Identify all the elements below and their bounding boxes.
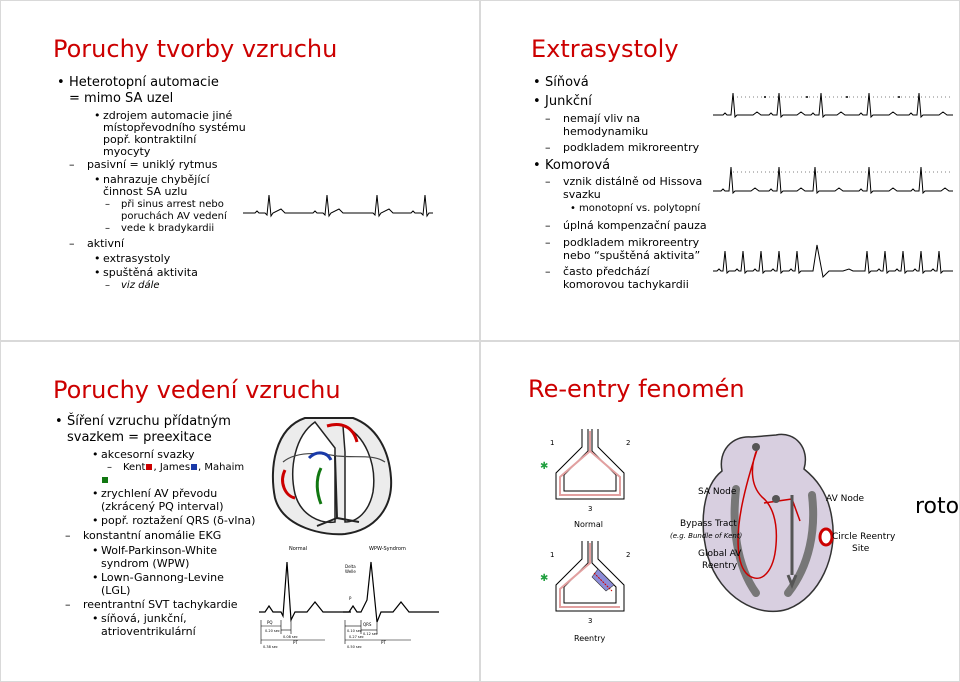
bullet-sireni-2: svazkem = preexitace <box>67 430 212 445</box>
normal-num-2: 2 <box>626 439 631 447</box>
ecg-wpw-pt: PT <box>381 640 386 645</box>
ecg-wpw-v9: 0.50 sec <box>347 645 362 649</box>
dash-mikroreentry: – podkladem mikroreentry <box>563 141 699 154</box>
dash-podkladem-2: nebo “spuštěná aktivita” <box>563 249 701 262</box>
label-circle-reentry: Circle Reentry <box>832 532 896 542</box>
bullet-heterotopni: • Heterotopní automacie <box>69 75 219 90</box>
normal-star-icon: ✱ <box>540 461 549 472</box>
slide-extrasystoly <box>480 0 960 341</box>
heart-accessory-pathways-diagram <box>265 408 397 538</box>
ecg-escape-rhythm <box>243 191 433 221</box>
reentry-label: Reentry <box>574 634 606 643</box>
label-global-av-2: Reentry <box>702 561 738 571</box>
ecg-wpw-v4: 0.27 sec <box>349 635 364 639</box>
ecg-normal-v5: 0.38 sec <box>263 645 278 649</box>
bullet-komorova: • Komorová <box>545 158 610 173</box>
sub-lgl: • Lown-Gannong-Levine <box>101 571 224 584</box>
james-marker <box>191 464 197 470</box>
reentry-num-1: 1 <box>550 551 555 559</box>
dash-konstantni: – konstantní anomálie EKG <box>83 529 221 542</box>
label-global-av: Global AV <box>698 549 742 559</box>
reentry-star-icon: ✱ <box>540 573 549 584</box>
sub-sinova-junkcni-2: atrioventrikulární <box>101 625 196 638</box>
sa-node-dot <box>752 443 760 451</box>
bullet-sireni: • Šíření vzruchu přídatným <box>67 414 231 429</box>
reentry-normal-diagram <box>542 429 638 529</box>
ecg-wpw-v6: 0.12 sec <box>363 632 378 636</box>
dash-nemaji-vliv: – nemají vliv na <box>563 112 640 125</box>
slide-title: Re-entry fenomén <box>528 375 745 403</box>
label-bypass: Bypass Tract <box>680 519 737 529</box>
bullet-sinova: • Síňová <box>545 75 589 90</box>
reentry-circuit-diagram <box>542 541 638 643</box>
sub-nahrazuje: • nahrazuje chybějící <box>103 173 210 186</box>
slide-poruchy-vedeni <box>0 341 480 682</box>
av-node-dot <box>772 495 780 503</box>
dash-aktivni: – aktivní <box>87 237 124 250</box>
ecg-normal-pt: PT <box>293 640 298 645</box>
bullet-junkcni: • Junkční <box>545 94 592 109</box>
dash-vznik-2: svazku <box>563 188 601 201</box>
sub-spustena: • spuštěná aktivita <box>103 266 198 279</box>
mahaim-label: , Mahaim <box>198 462 245 473</box>
normal-label: Normal <box>574 520 603 529</box>
sub-akcesorni: • akcesorní svazky <box>101 448 194 461</box>
ecg-wpw-qrs: QRS <box>363 622 372 627</box>
sub-monotopni: • monotopní vs. polytopní <box>579 203 700 215</box>
sub-svazky-list <box>123 462 244 474</box>
overflow-text: roto <box>915 494 960 519</box>
sub-wpw: • Wolf-Parkinson-White <box>101 544 217 557</box>
ecg-normal-pq: PQ <box>267 620 273 625</box>
ecg-atrial-extrasystole <box>713 89 953 125</box>
mahaim-marker <box>102 477 108 483</box>
sub-sinova-junkcni: • síňová, junkční, <box>101 612 187 625</box>
dash-vznik: – vznik distálně od Hissova <box>563 175 702 188</box>
ecg-ventricular-extrasystole <box>713 243 953 281</box>
label-sa-node: SA Node <box>698 487 737 497</box>
sub-sinus-arrest-2: poruchách AV vedení <box>121 211 227 222</box>
ecg-wpw-p: P <box>349 596 352 601</box>
slide-title: Extrasystoly <box>531 35 679 63</box>
ecg-wpw <box>343 542 439 650</box>
dash-predchazi: – často předchází <box>563 265 650 278</box>
sub-zdrojem-3: popř. kontraktilní <box>103 133 197 146</box>
dash-kompenzacni: – úplná kompenzační pauza <box>563 219 707 232</box>
ecg-welle-label: Welle <box>345 569 356 574</box>
sub-sinus-arrest: – při sinus arrest nebo <box>121 199 224 211</box>
ecg-normal-v2: 0.08 sec <box>283 635 298 639</box>
slide-title: Poruchy vedení vzruchu <box>53 376 341 404</box>
ecg-normal-label: Normal <box>289 546 308 552</box>
circle-reentry-marker <box>820 529 832 545</box>
dash-reentrantni: – reentrantní SVT tachykardie <box>83 598 238 611</box>
sub-bradykardie: – vede k bradykardii <box>121 223 214 235</box>
sub-roztazeni: • popř. roztažení QRS (δ-vlna) <box>101 514 255 527</box>
kent-marker <box>146 464 152 470</box>
ecg-delta-label: Delta <box>345 564 356 569</box>
sub-extrasystoly: • extrasystoly <box>103 252 170 265</box>
sub-lgl-2: (LGL) <box>101 584 131 597</box>
bullet-heterotopni-cont: = mimo SA uzel <box>69 91 174 106</box>
normal-num-1: 1 <box>550 439 555 447</box>
ecg-junctional-extrasystole <box>713 163 953 201</box>
ecg-normal <box>259 542 351 650</box>
ecg-wpw-label: WPW-Syndrom <box>369 546 406 552</box>
james-label: , James <box>153 462 191 473</box>
label-av-node: AV Node <box>826 494 865 504</box>
reentry-num-2: 2 <box>626 551 631 559</box>
dash-podkladem: – podkladem mikroreentry <box>563 236 699 249</box>
ecg-wpw-v3: 0.10 sec <box>347 629 362 633</box>
sub-viz-dale: – viz dále <box>121 280 160 292</box>
kent-label: Kent <box>123 462 146 473</box>
sub-zdrojem: • zdrojem automacie jiné <box>103 109 232 122</box>
slide-title: Poruchy tvorby vzruchu <box>53 35 338 63</box>
sub-wpw-2: syndrom (WPW) <box>101 557 190 570</box>
normal-num-3: 3 <box>588 505 593 513</box>
ecg-normal-v1: 0.20 sec <box>265 629 280 633</box>
sub-zdrojem-4: myocyty <box>103 145 151 158</box>
label-bypass-2: (e.g. Bundle of Kent) <box>670 532 743 540</box>
dash-predchazi-2: komorovou tachykardii <box>563 278 689 291</box>
label-circle-reentry-2: Site <box>852 544 870 554</box>
slide-reentry <box>480 341 960 682</box>
dash-pasivni: – pasivní = uniklý rytmus <box>87 158 217 171</box>
sub-zdrojem-2: místopřevodního systému <box>103 121 246 134</box>
sub-nahrazuje-2: činnost SA uzlu <box>103 185 188 198</box>
sub-zrychleni-2: (zkrácený PQ interval) <box>101 500 224 513</box>
dash-nemaji-vliv-2: hemodynamiku <box>563 125 649 138</box>
reentry-num-3: 3 <box>588 617 593 625</box>
slide-poruchy-tvorby <box>0 0 480 341</box>
sub-zrychleni: • zrychlení AV převodu <box>101 487 217 500</box>
